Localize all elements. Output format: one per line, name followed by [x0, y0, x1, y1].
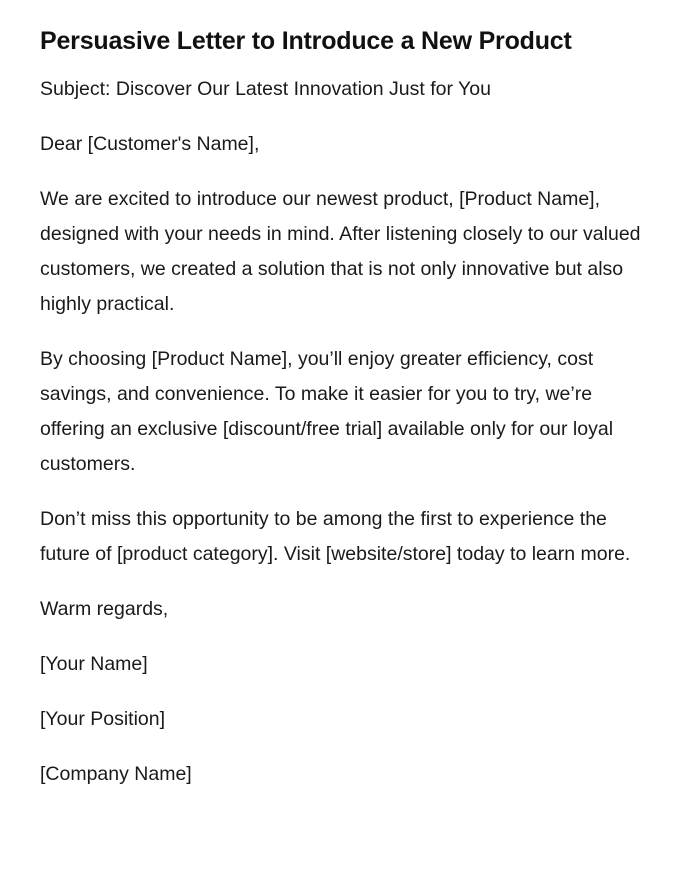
- letter-document: [40, 24, 650, 812]
- closing: Warm regards,: [40, 598, 169, 620]
- signature-position: [Your Position]: [40, 708, 166, 730]
- subject-line: Subject: Discover Our Latest Innovation Just for You: [40, 78, 491, 100]
- signature-company: [Company Name]: [40, 763, 192, 785]
- body-paragraph-benefits: By choosing [Product Name], you’ll enjoy greater efficiency, cost savings, and convenience. To make it easier for you to try, we’re offering an exclusive [discount/free trial] available only for our loyal customers.: [40, 348, 614, 475]
- body-paragraph-call-to-action: Don’t miss this opportunity to be among the first to experience the future of [product category]. Visit [website/store] today to learn more.: [40, 508, 631, 565]
- document-title: Persuasive Letter to Introduce a New Product: [40, 27, 572, 55]
- signature-name: [Your Name]: [40, 653, 148, 675]
- greeting: Dear [Customer's Name],: [40, 133, 260, 155]
- body-paragraph-intro: We are excited to introduce our newest product, [Product Name], designed with your needs in mind. After listening closely to our valued customers, we created a solution that is not only innovative but also highly practical.: [40, 188, 641, 315]
